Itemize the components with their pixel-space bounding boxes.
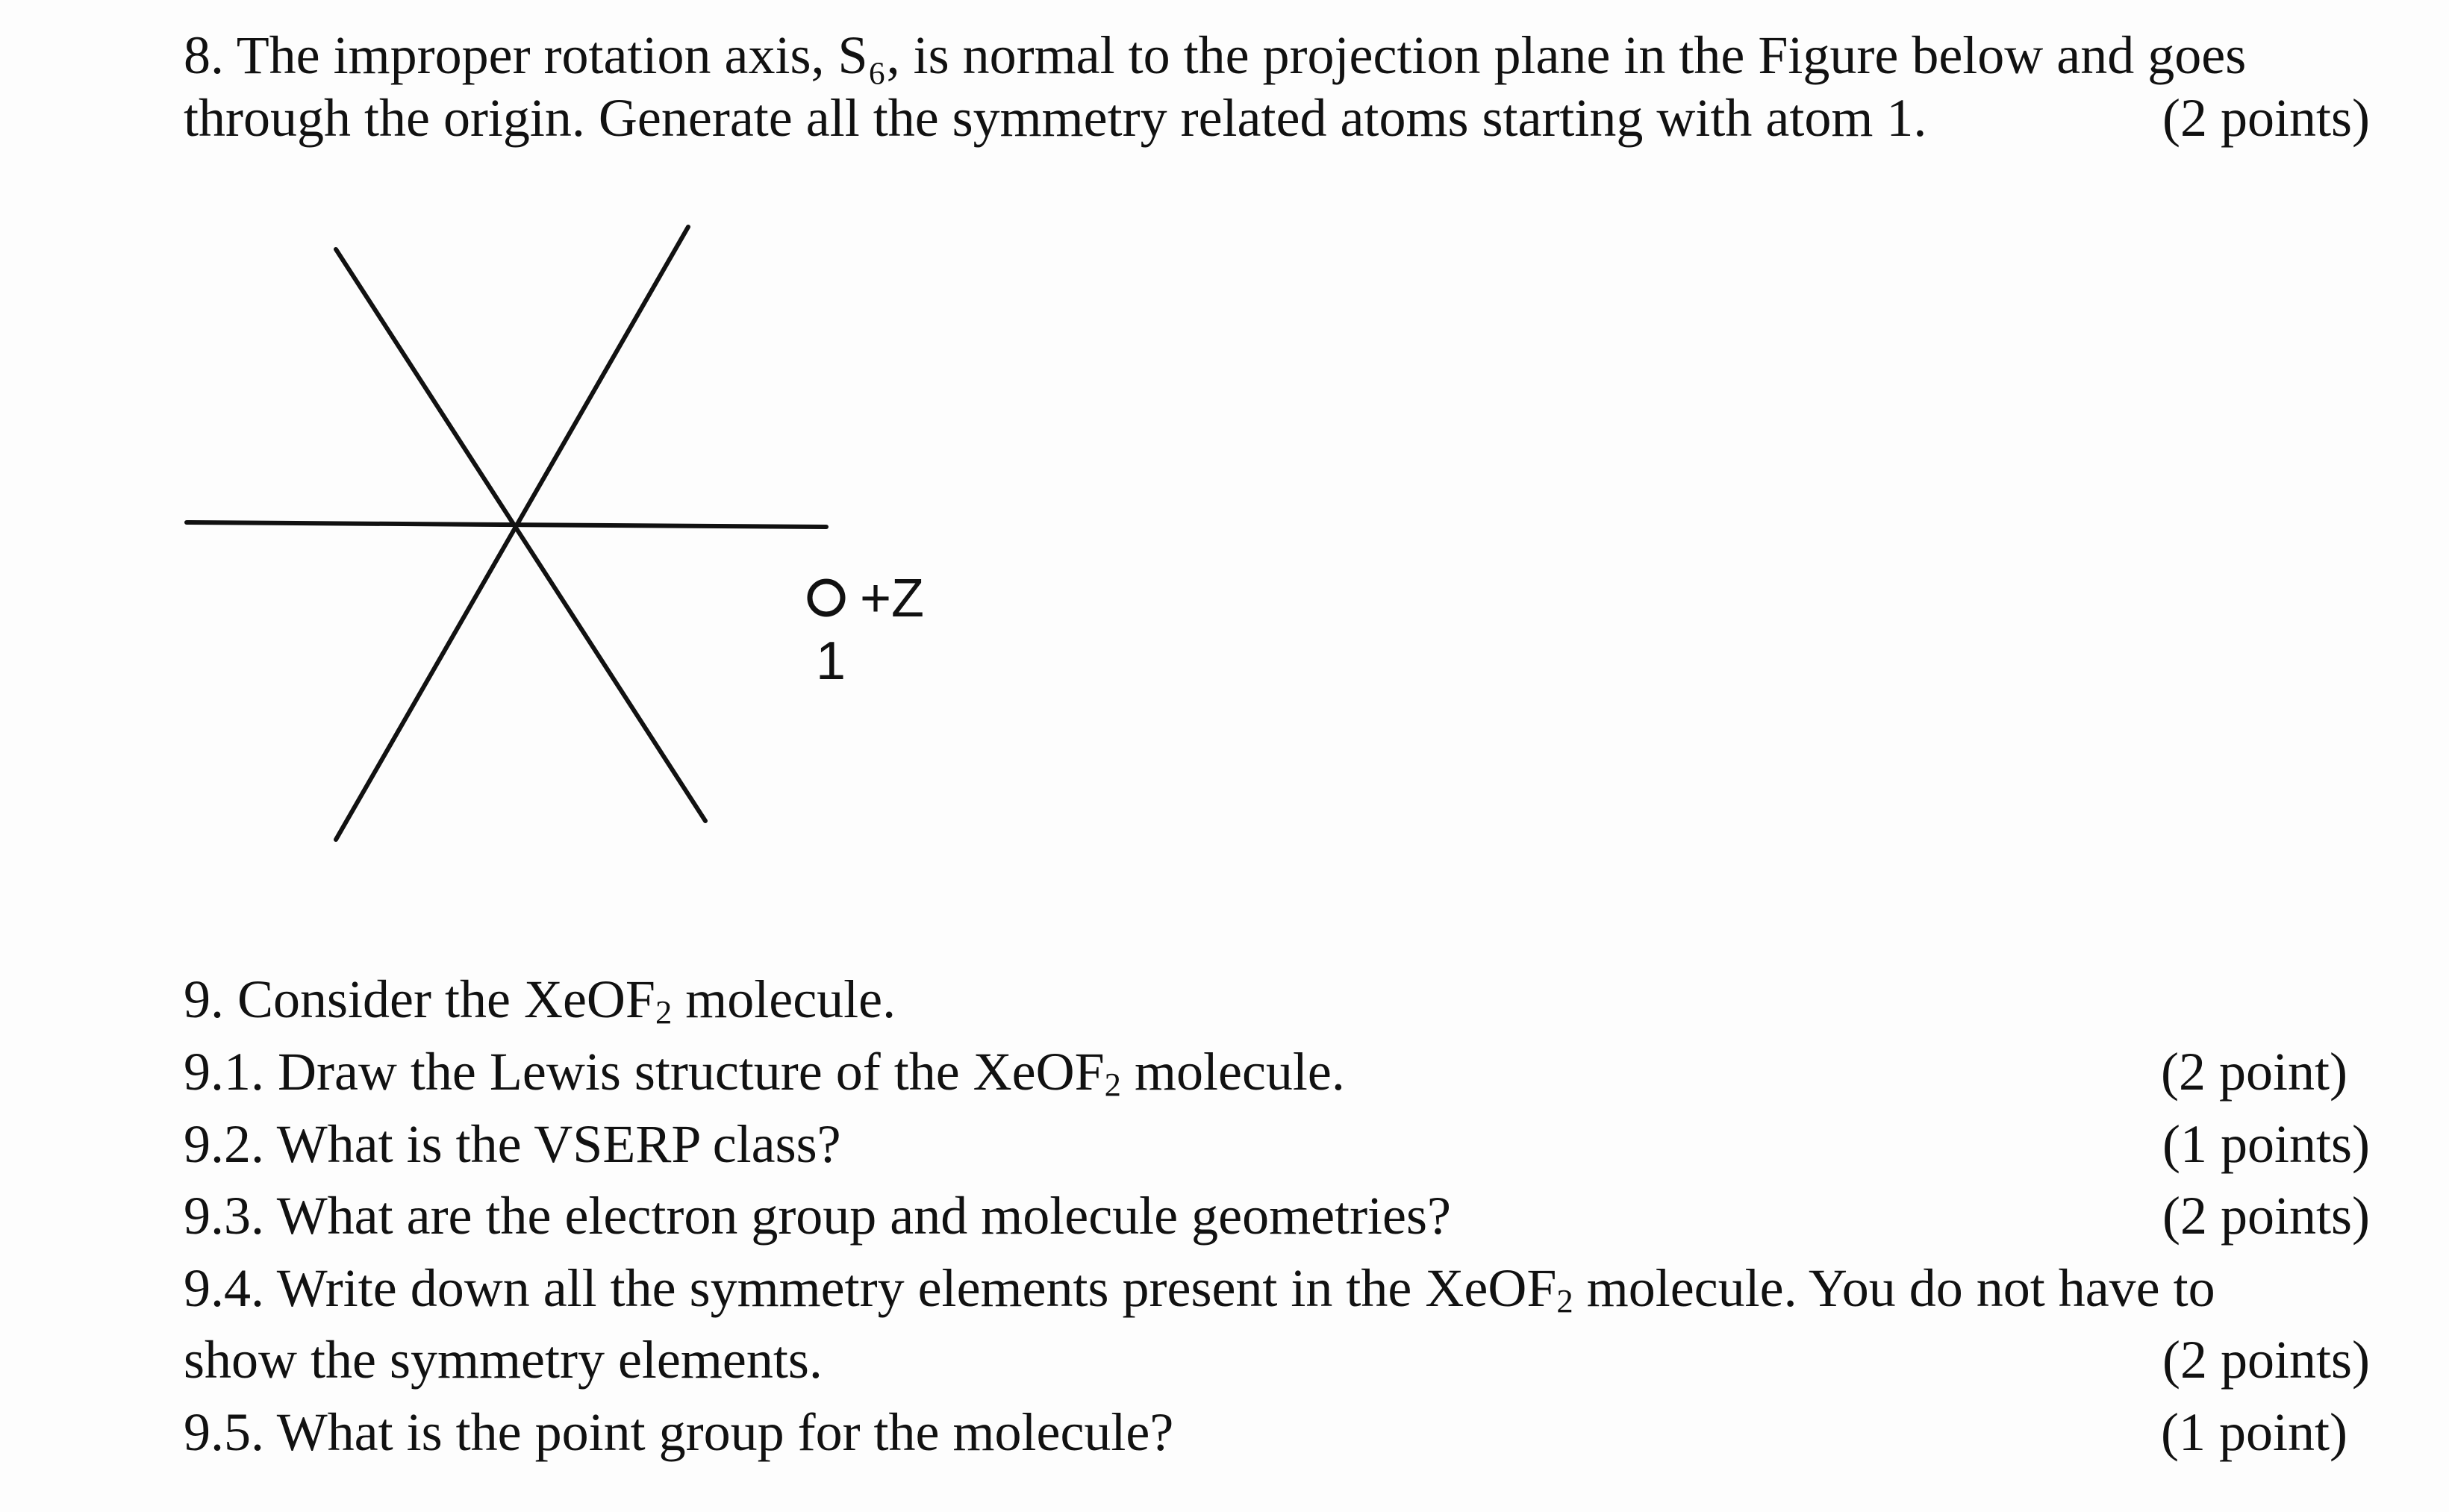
q8-line-1: 8. The improper rotation axis, S₆, is normal to the projection plane in the Figure below and goes	[184, 25, 2247, 85]
q9-4-text: 9.4. Write down all the symmetry elements present in the XeOF$_2$ molecule. You do not have to	[184, 1258, 2215, 1320]
q9-2-text: 9.2. What is the VSERP class?	[184, 1114, 841, 1174]
q9-1-text: 9.1. Draw the Lewis structure of the XeOF$_2$ molecule.	[184, 1042, 1345, 1104]
atom-1-z-marker: +Z	[860, 569, 925, 628]
q9-3-points: (2 points)	[2162, 1186, 2370, 1246]
horizontal-axis-line	[187, 522, 826, 527]
q9-intro: 9. Consider the XeOF$_2$ molecule.	[184, 969, 896, 1031]
diagonal-axis-line-2	[336, 227, 688, 840]
q8-line-2: through the origin. Generate all the symmetry related atoms starting with atom 1.	[184, 88, 1927, 148]
q9-3-text: 9.3. What are the electron group and molecule geometries?	[184, 1186, 1451, 1246]
q9-4-text-line-2: show the symmetry elements.	[184, 1330, 823, 1390]
q9-1-points: (2 point)	[2161, 1042, 2347, 1102]
q9-4-points: (2 points)	[2162, 1330, 2370, 1390]
atom-1-circle	[810, 581, 843, 614]
q9-2-points: (1 points)	[2162, 1114, 2370, 1174]
q9-5-points: (1 point)	[2161, 1402, 2347, 1462]
atom-1-label: 1	[816, 631, 846, 691]
q9-5-text: 9.5. What is the point group for the molecule?	[184, 1402, 1174, 1462]
q8-points: (2 points)	[2162, 88, 2370, 148]
diagonal-axis-line-1	[336, 249, 705, 821]
